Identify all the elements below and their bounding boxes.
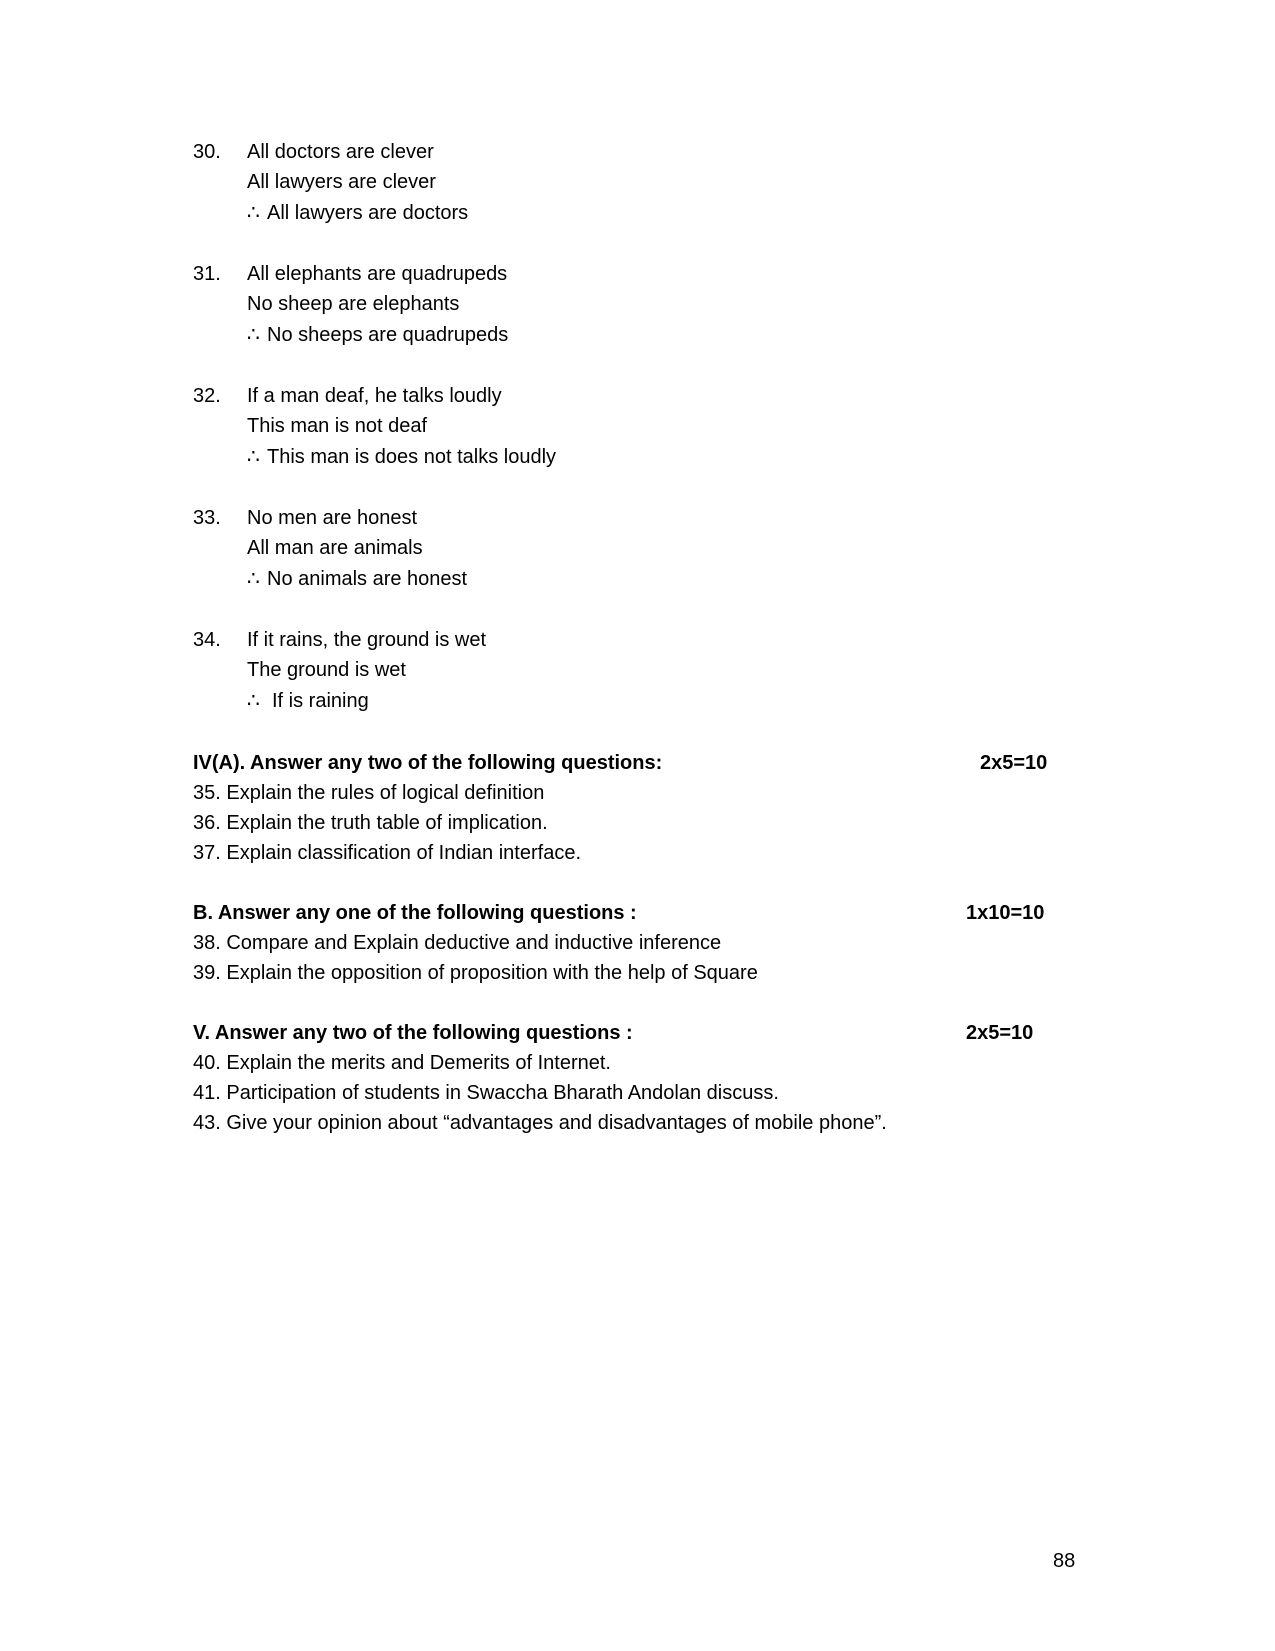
syllogism-conclusion-line (247, 689, 369, 713)
syllogism-conclusion-line (247, 201, 468, 225)
syllogism-number: 34. (193, 629, 221, 651)
page-number: 88 (1053, 1550, 1076, 1572)
syllogism-premise: All elephants are quadrupeds (247, 263, 508, 285)
section-heading: B. Answer any one of the following questions : (193, 902, 637, 924)
therefore-symbol: ∴ (247, 202, 260, 224)
syllogism-conclusion: No sheeps are quadrupeds (267, 324, 509, 346)
syllogism-premise: No men are honest (247, 507, 418, 529)
syllogism-number: 32. (193, 385, 221, 407)
syllogism-conclusion-line (247, 445, 556, 469)
therefore-symbol: ∴ (247, 568, 260, 590)
syllogism-conclusion-line (247, 567, 467, 591)
syllogism-number: 33. (193, 507, 221, 529)
therefore-symbol: ∴ (247, 324, 260, 346)
question-item: 38. Compare and Explain deductive and inductive inference (193, 932, 722, 954)
question-item: 36. Explain the truth table of implication. (193, 812, 548, 834)
section-marks: 2x5=10 (966, 1022, 1034, 1044)
syllogism-number: 30. (193, 141, 221, 163)
therefore-symbol: ∴ (247, 690, 260, 712)
syllogism-premise: No sheep are elephants (247, 293, 460, 315)
syllogism-conclusion: No animals are honest (267, 568, 468, 590)
syllogism-premise: All man are animals (247, 537, 423, 559)
therefore-symbol: ∴ (247, 446, 260, 468)
question-item: 41. Participation of students in Swaccha Bharath Andolan discuss. (193, 1082, 779, 1104)
syllogism-premise: If it rains, the ground is wet (247, 629, 487, 651)
section-heading: IV(A). Answer any two of the following questions: (193, 752, 663, 774)
section-marks: 1x10=10 (966, 902, 1045, 924)
syllogism-conclusion-line (247, 323, 508, 347)
syllogism-number: 31. (193, 263, 221, 285)
syllogism-premise: All lawyers are clever (247, 171, 436, 193)
question-item: 35. Explain the rules of logical definition (193, 782, 545, 804)
question-item: 43. Give your opinion about “advantages and disadvantages of mobile phone”. (193, 1112, 887, 1134)
syllogism-conclusion: All lawyers are doctors (267, 202, 469, 224)
syllogism-conclusion: This man is does not talks loudly (267, 446, 557, 468)
question-item: 37. Explain classification of Indian interface. (193, 842, 581, 864)
question-item: 39. Explain the opposition of proposition with the help of Square (193, 962, 758, 984)
section-marks: 2x5=10 (980, 752, 1048, 774)
syllogism-premise: This man is not deaf (247, 415, 428, 437)
section-heading: V. Answer any two of the following questions : (193, 1022, 633, 1044)
syllogism-conclusion: If is raining (272, 690, 369, 712)
syllogism-premise: All doctors are clever (247, 141, 434, 163)
question-item: 40. Explain the merits and Demerits of Internet. (193, 1052, 611, 1074)
syllogism-premise: If a man deaf, he talks loudly (247, 385, 502, 407)
syllogism-premise: The ground is wet (247, 659, 406, 681)
